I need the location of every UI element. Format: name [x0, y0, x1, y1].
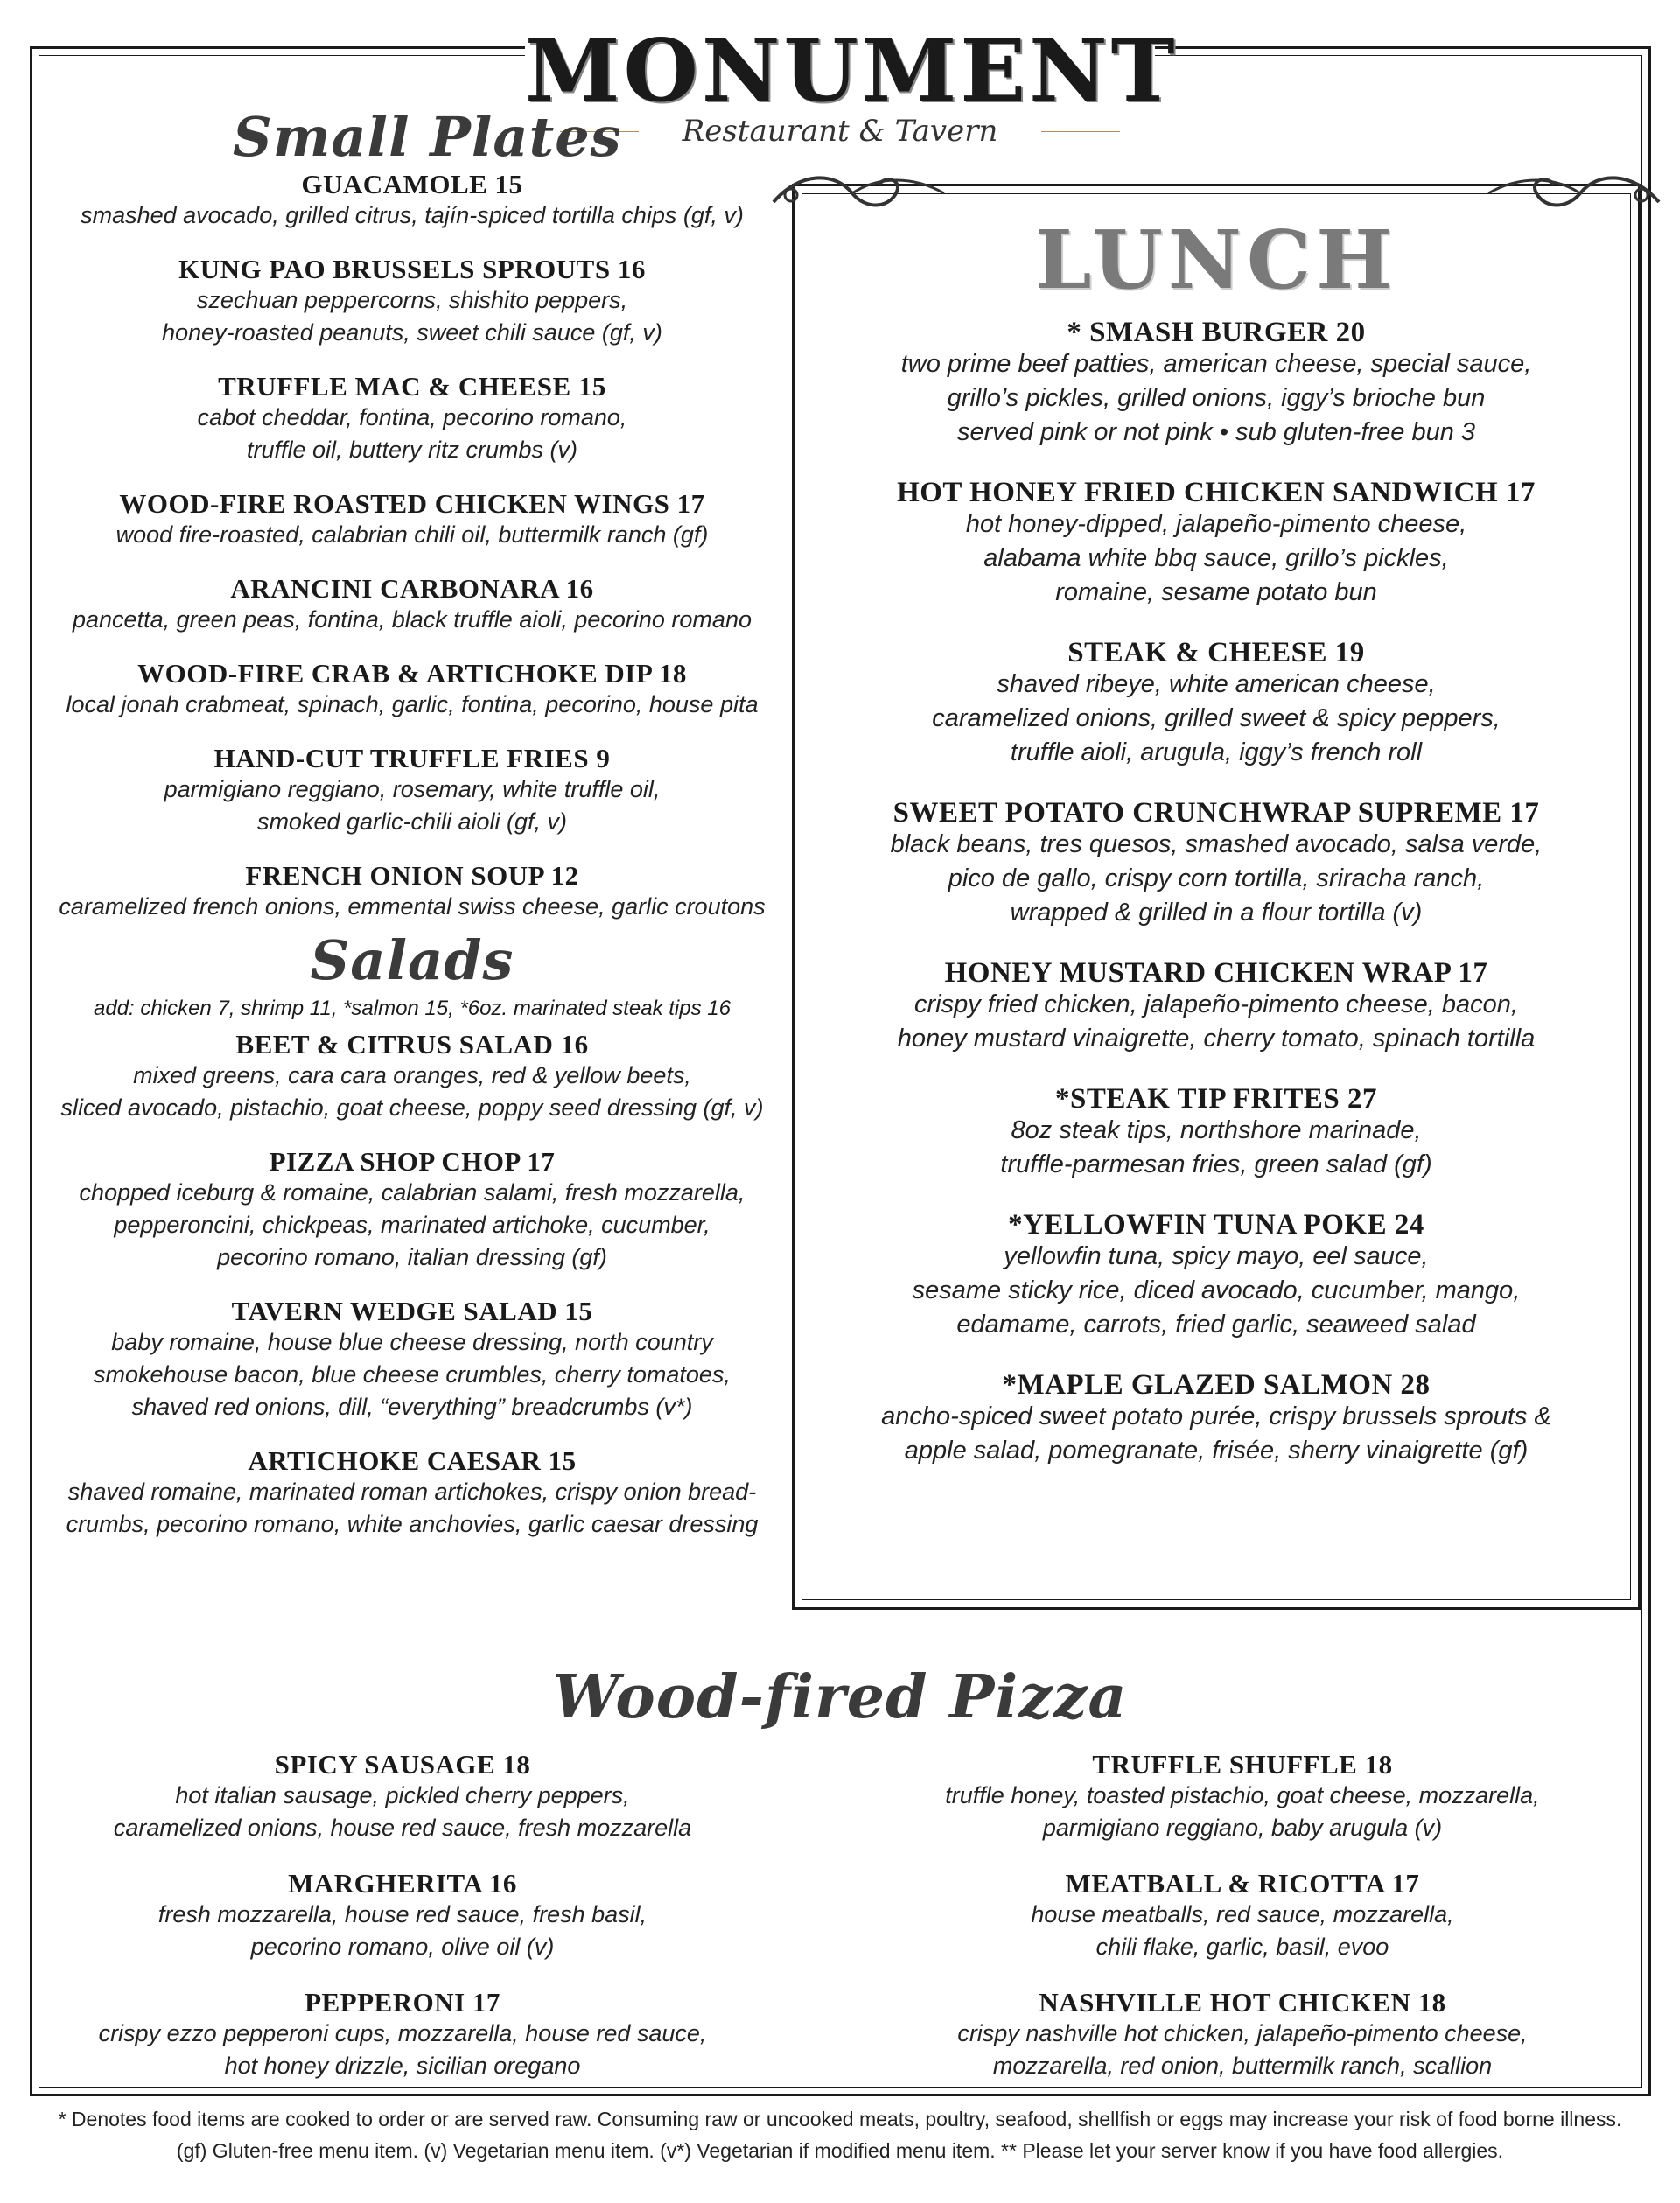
item-name: WOOD-FIRE CRAB & ARTICHOKE DIP 18 [137, 658, 687, 689]
lunch-heading: LUNCH [1034, 213, 1398, 307]
item-name: ARTICHOKE CAESAR 15 [248, 1445, 577, 1476]
item-description: crispy nashville hot chicken, jalapeño-pimento cheese, mozzarella, red onion, buttermilk ranch, scallion [957, 2020, 1528, 2079]
item-name: HOT HONEY FRIED CHICKEN SANDWICH 17 [897, 477, 1536, 508]
salads-addons-note: add: chicken 7, shrimp 11, *salmon 15, *6oz. marinated steak tips 16 [94, 997, 731, 1020]
menu-item [812, 1084, 1620, 1182]
menu-item [812, 478, 1620, 610]
pizza-list-right [884, 1750, 1601, 2107]
disclaimer-line: * Denotes food items are cooked to order or are served raw. Consuming raw or uncooked meats, poultry, seafood, shellfish or eggs may increase your risk of food borne illness. [58, 2108, 1622, 2130]
item-description: chopped iceburg & romaine, calabrian salami, fresh mozzarella, pepperoncini, chickpeas, marinated artichoke, cucumber, pecorino romano, italian dressing (gf) [79, 1179, 746, 1270]
menu-item [49, 1297, 775, 1423]
item-description: wood fire-roasted, calabrian chili oil, buttermilk ranch (gf) [116, 521, 709, 548]
corner-flourish-icon [1484, 167, 1668, 220]
item-name: TAVERN WEDGE SALAD 15 [231, 1296, 593, 1326]
item-name: SWEET POTATO CRUNCHWRAP SUPREME 17 [892, 797, 1540, 829]
item-description: szechuan peppercorns, shishito peppers, honey-roasted peanuts, sweet chili sauce (gf, v) [162, 287, 662, 346]
small-plates-list [49, 170, 775, 923]
item-description: baby romaine, house blue cheese dressing, north country smokehouse bacon, blue cheese crumbles, cherry tomatoes, shaved red onions, dill, “everything” breadcrumbs (v*) [94, 1329, 731, 1420]
item-description: parmigiano reggiano, rosemary, white truffle oil, smoked garlic-chili aioli (gf, v) [164, 776, 661, 835]
menu-item [49, 372, 775, 466]
brand-logo: MONUMENT [525, 21, 1179, 122]
item-name: TRUFFLE SHUFFLE 18 [1092, 1749, 1393, 1780]
item-description: pancetta, green peas, fontina, black truffle aioli, pecorino romano [73, 606, 752, 633]
lunch-panel [792, 184, 1641, 1610]
item-name: PEPPERONI 17 [304, 1987, 500, 2018]
item-name: BEET & CITRUS SALAD 16 [235, 1029, 589, 1060]
menu-item [49, 255, 775, 349]
allergy-disclaimer [0, 2103, 1680, 2166]
item-description: cabot cheddar, fontina, pecorino romano, truffle oil, buttery ritz crumbs (v) [197, 404, 627, 463]
item-name: ARANCINI CARBONARA 16 [230, 573, 594, 604]
disclaimer-line: (gf) Gluten-free menu item. (v) Vegetarian menu item. (v*) Vegetarian if modified menu item. ** Please let your server know if you have food allergies. [176, 2139, 1504, 2162]
item-name: MEATBALL & RICOTTA 17 [1065, 1868, 1420, 1899]
item-description: house meatballs, red sauce, mozzarella, chili flake, garlic, basil, evoo [1031, 1901, 1454, 1960]
item-name: WOOD-FIRE ROASTED CHICKEN WINGS 17 [119, 488, 705, 519]
item-description: hot italian sausage, pickled cherry peppers, caramelized onions, house red sauce, fresh mozzarella [113, 1782, 692, 1841]
menu-item [812, 798, 1620, 930]
item-description: two prime beef patties, american cheese, special sauce, grillo’s pickles, grilled onions, iggy’s brioche bun served pink or not pink • sub gluten-free bun 3 [900, 350, 1532, 446]
item-description: shaved ribeye, white american cheese, caramelized onions, grilled sweet & spicy peppers, truffle aioli, arugula, iggy’s french roll [932, 670, 1501, 766]
item-name: PIZZA SHOP CHOP 17 [269, 1146, 556, 1177]
pizza-list-left [44, 1750, 761, 2107]
item-description: yellowfin tuna, spicy mayo, eel sauce, sesame sticky rice, diced avocado, cucumber, mango, edamame, carrots, fried garlic, seaweed salad [912, 1242, 1521, 1339]
item-description: 8oz steak tips, northshore marinade, truffle-parmesan fries, green salad (gf) [1000, 1116, 1432, 1178]
menu-item [49, 659, 775, 721]
menu-item [44, 1869, 761, 1963]
pizza-heading: Wood-fired Pizza [552, 1662, 1128, 1732]
menu-item [812, 1370, 1620, 1468]
menu-item [884, 1988, 1601, 2082]
item-name: MARGHERITA 16 [288, 1868, 517, 1899]
brand-tagline: Restaurant & Tavern [525, 115, 1155, 147]
menu-item [812, 318, 1620, 450]
item-name: STEAK & CHEESE 19 [1068, 637, 1365, 668]
menu-item [49, 1446, 775, 1541]
lunch-list [812, 318, 1620, 1496]
menu-item [812, 958, 1620, 1056]
menu-item [812, 638, 1620, 770]
menu-item [49, 574, 775, 636]
menu-item [884, 1750, 1601, 1844]
item-name: NASHVILLE HOT CHICKEN 18 [1039, 1987, 1446, 2018]
small-plates-heading: Small Plates [233, 105, 622, 169]
item-name: KUNG PAO BRUSSELS SPROUTS 16 [178, 254, 646, 284]
item-name: TRUFFLE MAC & CHEESE 15 [218, 371, 606, 402]
menu-item [49, 1147, 775, 1274]
salads-heading: Salads [310, 928, 514, 992]
menu-item [49, 170, 775, 232]
item-description: crispy fried chicken, jalapeño-pimento cheese, bacon, honey mustard vinaigrette, cherry tomato, spinach tortilla [897, 990, 1536, 1053]
item-name: HONEY MUSTARD CHICKEN WRAP 17 [944, 957, 1488, 989]
corner-flourish-icon [765, 167, 948, 220]
menu-item [49, 1030, 775, 1124]
item-name: * SMASH BURGER 20 [1067, 317, 1366, 348]
item-description: fresh mozzarella, house red sauce, fresh basil, pecorino romano, olive oil (v) [158, 1901, 648, 1960]
item-description: ancho-spiced sweet potato purée, crispy brussels sprouts & apple salad, pomegranate, frisée, sherry vinaigrette (gf) [881, 1402, 1551, 1465]
menu-item [49, 489, 775, 551]
item-description: crispy ezzo pepperoni cups, mozzarella, house red sauce, hot honey drizzle, sicilian oregano [98, 2020, 707, 2079]
item-description: smashed avocado, grilled citrus, tajín-spiced tortilla chips (gf, v) [80, 202, 744, 228]
item-description: caramelized french onions, emmental swiss cheese, garlic croutons [59, 893, 766, 920]
left-column [49, 105, 775, 1563]
salads-list [49, 1030, 775, 1541]
item-description: local jonah crabmeat, spinach, garlic, fontina, pecorino, house pita [66, 691, 759, 717]
menu-item [812, 1210, 1620, 1342]
item-name: *STEAK TIP FRITES 27 [1055, 1083, 1377, 1115]
menu-item [49, 744, 775, 838]
item-name: SPICY SAUSAGE 18 [274, 1749, 531, 1780]
menu-item [44, 1750, 761, 1844]
item-name: GUACAMOLE 15 [301, 169, 523, 199]
item-description: hot honey-dipped, jalapeño-pimento cheese, alabama white bbq sauce, grillo’s pickles, romaine, sesame potato bun [965, 510, 1467, 606]
item-description: mixed greens, cara cara oranges, red & yellow beets, sliced avocado, pistachio, goat cheese, poppy seed dressing (gf, v) [60, 1062, 764, 1121]
item-description: truffle honey, toasted pistachio, goat cheese, mozzarella, parmigiano reggiano, baby arugula (v) [945, 1782, 1540, 1841]
item-description: black beans, tres quesos, smashed avocado, salsa verde, pico de gallo, crispy corn tortilla, sriracha ranch, wrapped & grilled in a flour tortilla (v) [890, 830, 1543, 927]
item-description: shaved romaine, marinated roman artichokes, crispy onion bread- crumbs, pecorino romano, white anchovies, garlic caesar dressing [66, 1479, 759, 1537]
item-name: HAND-CUT TRUFFLE FRIES 9 [214, 743, 611, 773]
menu-item [884, 1869, 1601, 1963]
item-name: *YELLOWFIN TUNA POKE 24 [1008, 1209, 1424, 1241]
item-name: FRENCH ONION SOUP 12 [245, 860, 579, 891]
item-name: *MAPLE GLAZED SALMON 28 [1002, 1369, 1431, 1401]
menu-item [44, 1988, 761, 2082]
menu-item [49, 861, 775, 923]
